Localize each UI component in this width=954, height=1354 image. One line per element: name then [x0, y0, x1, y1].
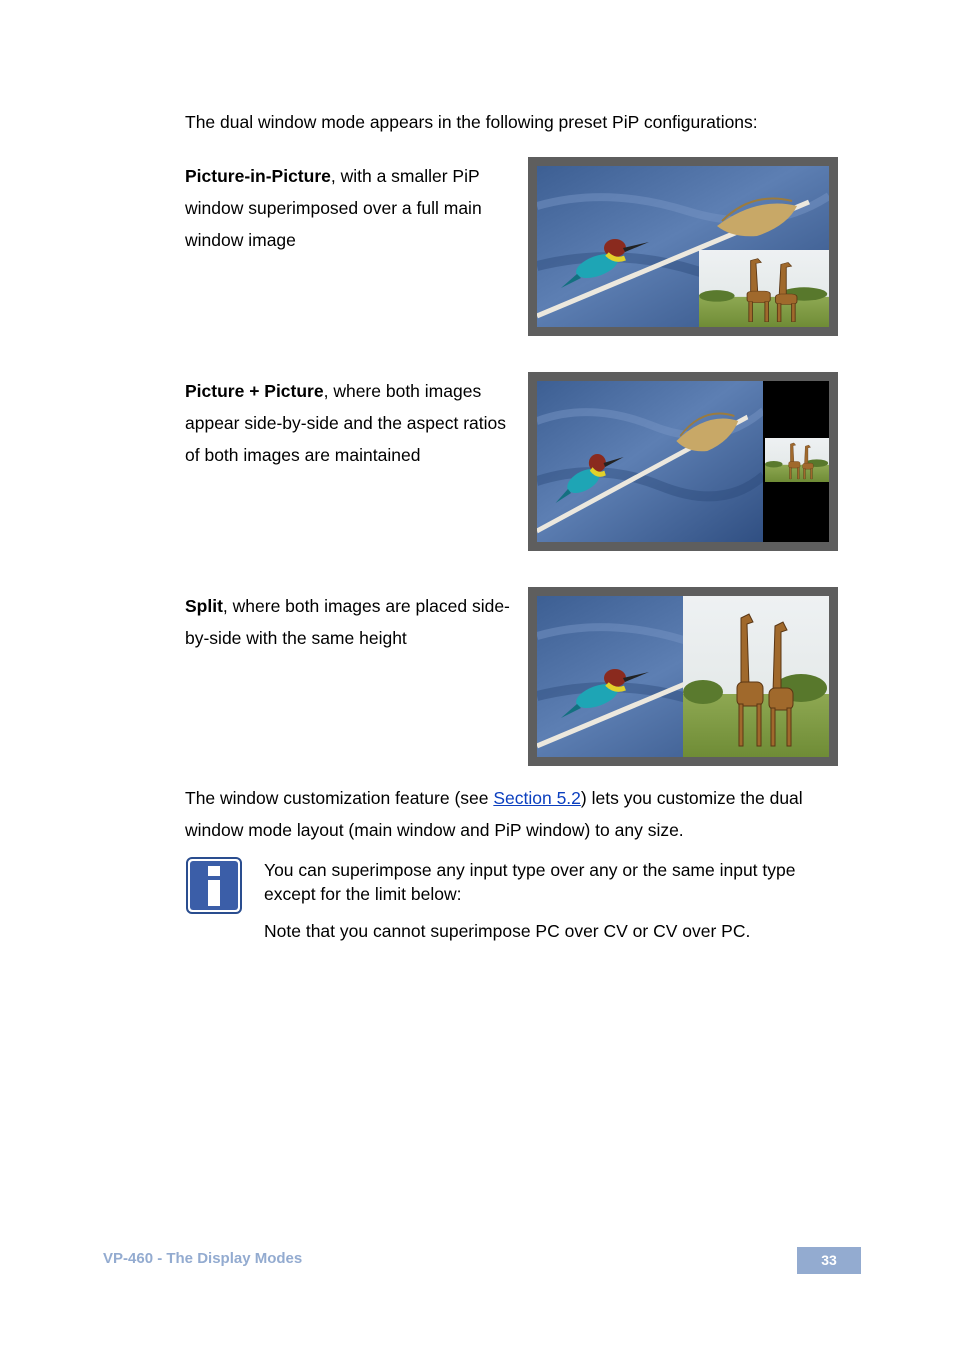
note-text-1: You can superimpose any input type over any or the same input type except for the limit below:: [264, 860, 796, 904]
mode-description-text: , with a smaller PiP window superimposed over a full main window image: [185, 166, 482, 250]
info-icon: [186, 857, 242, 914]
customization-paragraph: [185, 782, 845, 846]
intro-text: The dual window mode appears in the following preset PiP configurations:: [185, 112, 758, 132]
mode-description-split: [185, 590, 515, 654]
mode-description-pip: [185, 160, 515, 256]
bird-half-image: [537, 596, 683, 757]
bird-main-image: [537, 381, 763, 542]
mode-description-text: , where both images appear side-by-side and the aspect ratios of both images are maintained: [185, 381, 507, 465]
giraffe-half-image: [683, 596, 829, 757]
giraffe-pip-window: [699, 250, 829, 327]
customization-text-before: The window customization feature (see: [185, 788, 494, 808]
mode-description-pap: [185, 375, 515, 471]
giraffe-side-image: [765, 438, 829, 482]
section-link[interactable]: Section 5.2: [493, 788, 581, 808]
footer-title: VP-460 - The Display Modes: [103, 1250, 303, 1267]
page-number: 33: [797, 1247, 861, 1274]
customization-text-after: ) lets you customize the dual window mode layout (main window and PiP window) to any size.: [185, 788, 803, 840]
mode-name: Picture-in-Picture: [185, 166, 331, 186]
mode-description-text: , where both images are placed side-by-side with the same height: [185, 596, 510, 648]
note-text-2: Note that you cannot superimpose PC over CV or CV over PC.: [264, 921, 751, 941]
pip-preview-image: [528, 157, 838, 336]
mode-name: Picture + Picture: [185, 381, 324, 401]
pap-preview-image: [528, 372, 838, 551]
split-preview-image: [528, 587, 838, 766]
mode-name: Split: [185, 596, 223, 616]
